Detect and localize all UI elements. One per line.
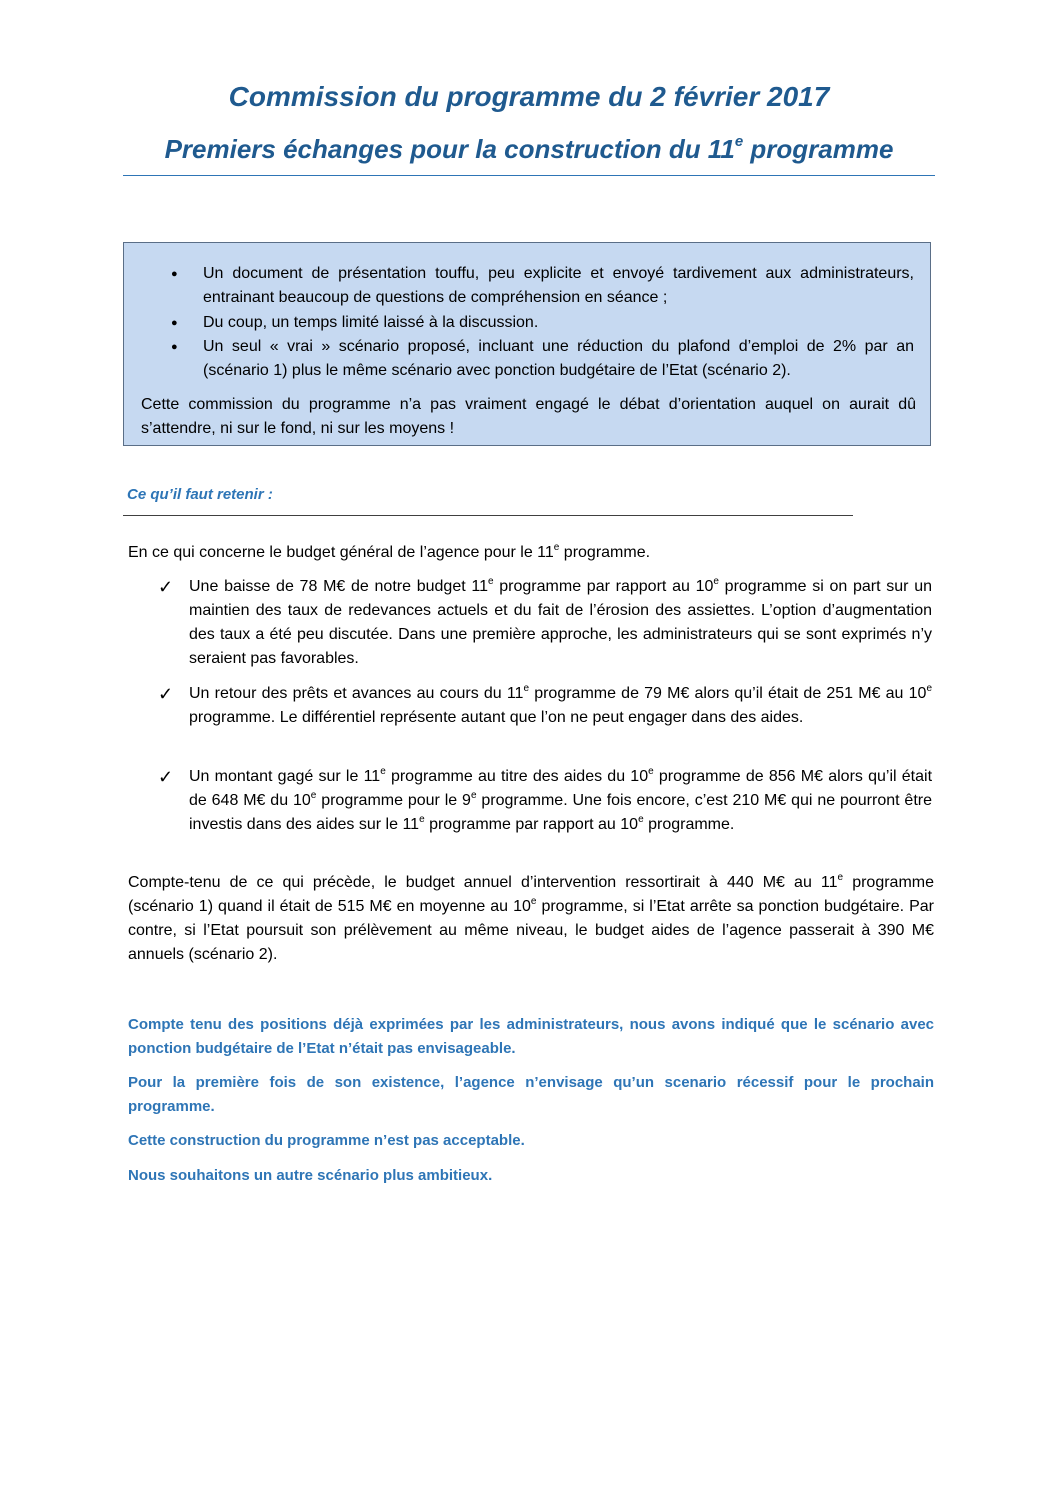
statement-paragraph: Nous souhaitons un autre scénario plus ambitieux. — [128, 1167, 493, 1184]
checkmark-icon: ✓ — [158, 684, 174, 704]
summary-bullet-text: Un document de présentation touffu, peu explicite et envoyé tardivement aux administrateurs, entrainant beaucoup de questions de compréhension en séance ; — [203, 265, 914, 306]
conclusion-paragraph: Compte-tenu de ce qui précède, le budget annuel d’intervention ressortirait à 440 M€ au 11e programme (scénario 1) quand il était de 515 M€ en moyenne au 10e programme, si l’Etat arrête sa ponction budgétaire. Par contre, si l’Etat poursuit son prélèvement au même niveau, le budget aides de l’agence passerait à 390 M€ annuels (scénario 2). — [128, 872, 935, 963]
checkmark-icon: ✓ — [158, 577, 174, 597]
summary-note: Cette commission du programme n’a pas vraiment engagé le débat d’orientation auquel on aurait dû s’attendre, ni sur le fond, ni sur les moyens ! — [141, 396, 916, 437]
intro-text-end: programme. — [559, 544, 651, 561]
title-divider — [123, 175, 935, 176]
statement-paragraph: Compte tenu des positions déjà exprimées par les administrateurs, nous avons indiqué que le scénario avec ponction budgétaire de l’Etat n’était pas envisageable. — [128, 1016, 934, 1057]
subtitle-superscript: e — [734, 133, 744, 150]
checkmark-icon: ✓ — [158, 767, 174, 787]
check-item-text: Un retour des prêts et avances au cours du 11e programme de 79 M€ alors qu’il était de 251 M€ au 10e programme. Le différentiel représente autant que l’on ne peut engager dans des aides. — [189, 683, 932, 726]
bullet-icon: ● — [171, 317, 178, 329]
section-divider — [123, 515, 853, 516]
summary-box — [123, 242, 931, 446]
document-title: Commission du programme du 2 février 2017 — [228, 81, 830, 112]
subtitle-text: Premiers échanges pour la construction du 11 — [164, 134, 735, 164]
bullet-icon: ● — [171, 341, 178, 353]
superscript: e — [553, 542, 560, 553]
check-item-text: Un montant gagé sur le 11e programme au titre des aides du 10e programme de 856 M€ alors qu’il était de 648 M€ du 10e programme pour le 9e programme. Une fois encore, c’est 210 M€ qui ne pourront être investis dans des aides sur le 11e programme par rapport au 10e programme. — [189, 766, 933, 833]
document-subtitle — [0, 133, 1058, 165]
statement-paragraph: Cette construction du programme n’est pas acceptable. — [128, 1132, 525, 1149]
check-item-text: Une baisse de 78 M€ de notre budget 11e programme par rapport au 10e programme si on part sur un maintien des taux de redevances actuels et du fait de l’érosion des assiettes. L’option d’augmentation des taux a été peu discutée. Dans une première approche, les administrateurs qui se sont exprimés n’y seraient pas favorables. — [189, 576, 933, 667]
summary-bullet-text: Un seul « vrai » scénario proposé, incluant une réduction du plafond d’emploi de 2% par an (scénario 1) plus le même scénario avec ponction budgétaire de l’Etat (scénario 2). — [203, 338, 914, 379]
summary-bullet-text: Du coup, un temps limité laissé à la discussion. — [203, 314, 539, 331]
intro-paragraph — [128, 541, 650, 565]
intro-text: En ce qui concerne le budget général de l’agence pour le 11 — [128, 544, 554, 561]
section-heading: Ce qu’il faut retenir : — [127, 486, 273, 503]
statement-paragraph: Pour la première fois de son existence, l’agence n’envisage qu’un scenario récessif pour le prochain programme. — [128, 1074, 934, 1115]
bullet-icon: ● — [171, 268, 178, 280]
subtitle-text-end: programme — [743, 134, 894, 164]
